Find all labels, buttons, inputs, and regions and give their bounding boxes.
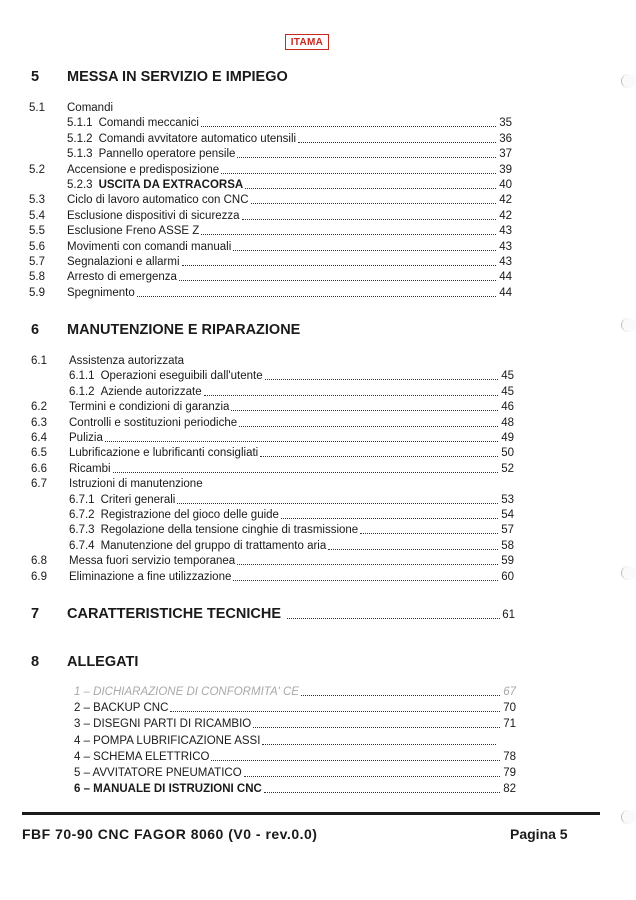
- entry-title: Esclusione Freno ASSE Z: [67, 225, 200, 238]
- page-number: 44: [499, 271, 512, 284]
- entry-title: Lubrificazione e lubrificanti consigliati: [69, 447, 259, 460]
- leader-dots: [105, 431, 498, 442]
- entry-number: 5.2: [29, 163, 45, 176]
- chapter-6-heading: [31, 321, 300, 339]
- page-number: 48: [501, 416, 514, 429]
- toc-entry: [31, 462, 514, 476]
- entry-title: Accensione e predisposizione: [67, 163, 220, 176]
- leader-dots: [237, 554, 498, 565]
- entry-title: Controlli e sostituzioni periodiche: [69, 416, 238, 429]
- page-number: 45: [501, 385, 514, 398]
- page-number: 39: [499, 163, 512, 176]
- entry-number: 6.5: [31, 447, 47, 460]
- chapter-number: 6: [31, 322, 40, 338]
- toc-entry: [67, 147, 512, 161]
- entry-title: Messa fuori servizio temporanea: [69, 555, 236, 568]
- chapter-title: MANUTENZIONE E RIPARAZIONE: [67, 322, 301, 338]
- subsection-number: 6.7.2: [69, 509, 95, 521]
- allegato-entry: [74, 685, 516, 699]
- toc-entry: [31, 446, 514, 460]
- allegato-title: 4 – SCHEMA ELETTRICO: [74, 750, 210, 763]
- page-number: 40: [499, 179, 512, 191]
- toc-entry: [69, 493, 514, 507]
- leader-dots: [201, 116, 496, 127]
- page-number: 79: [503, 767, 516, 779]
- toc-entry: [31, 431, 514, 445]
- entry-title: Assistenza autorizzata: [69, 355, 185, 367]
- allegato-title: 5 – AVVITATORE PNEUMATICO: [74, 767, 242, 779]
- entry-title: Ciclo di lavoro automatico con CNC: [67, 194, 249, 207]
- entry-number: 5.5: [29, 225, 45, 238]
- page-number: 82: [503, 783, 516, 796]
- toc-entry: [31, 354, 514, 368]
- chapter-title: CARATTERISTICHE TECNICHE: [67, 606, 282, 622]
- entry-title: USCITA DA EXTRACORSA: [98, 179, 244, 191]
- allegato-title: 1 – DICHIARAZIONE DI CONFORMITA' CE: [74, 686, 299, 698]
- toc-entry: [29, 240, 512, 254]
- allegato-entry: [74, 766, 516, 780]
- page-number: 35: [499, 117, 512, 130]
- page-number: 67: [503, 686, 516, 698]
- entry-number: 6.2: [31, 401, 47, 414]
- page-number: 43: [499, 240, 512, 253]
- entry-title: Registrazione del gioco delle guide: [100, 509, 279, 521]
- subsection-number: 5.1.1: [67, 117, 93, 130]
- subsection-number: 6.1.2: [69, 385, 95, 398]
- leader-dots: [298, 132, 496, 143]
- chapter-number: 5: [31, 69, 40, 85]
- chapter-8-heading: [31, 653, 138, 671]
- toc-entry: [67, 178, 512, 192]
- page-number: 61: [502, 609, 515, 621]
- itama-logo: ITAMA: [285, 34, 329, 50]
- leader-dots: [177, 493, 498, 504]
- leader-dots: [233, 570, 498, 581]
- toc-entry: [69, 369, 514, 383]
- leader-dots: [260, 446, 498, 457]
- leader-dots: [301, 685, 500, 696]
- allegato-title: 2 – BACKUP CNC: [74, 702, 169, 715]
- subsection-number: 5.1.3: [67, 148, 93, 161]
- page-number: 37: [499, 148, 512, 161]
- page-number: 42: [499, 194, 512, 207]
- leader-dots: [360, 523, 498, 534]
- chapter-number: 8: [31, 654, 40, 670]
- page-number: 58: [501, 539, 514, 552]
- entry-number: 5.3: [29, 194, 45, 207]
- leader-dots: [204, 385, 498, 396]
- binder-hole: [621, 810, 636, 824]
- toc-entry: [29, 270, 512, 284]
- leader-dots: [253, 717, 500, 728]
- page-number: 59: [501, 555, 514, 568]
- entry-number: 6.3: [31, 416, 47, 429]
- subsection-number: 6.1.1: [69, 370, 95, 383]
- allegato-entry: [74, 750, 516, 764]
- entry-number: 5.9: [29, 286, 45, 299]
- page-number: 70: [503, 702, 516, 715]
- toc-entry: [31, 570, 514, 584]
- leader-dots: [201, 224, 496, 235]
- subsection-number: 6.7.3: [69, 524, 95, 537]
- entry-title: Segnalazioni e allarmi: [67, 256, 180, 268]
- toc-entry: [31, 400, 514, 414]
- leader-dots: [264, 782, 500, 793]
- toc-entry: [67, 132, 512, 146]
- leader-dots: [244, 766, 500, 777]
- page-number: 57: [501, 524, 514, 537]
- leader-dots: [231, 400, 498, 411]
- chapter-7-heading: [31, 605, 515, 623]
- leader-dots: [170, 701, 500, 712]
- leader-dots: [251, 193, 496, 204]
- toc-entry: [29, 286, 512, 300]
- entry-title: Aziende autorizzate: [100, 385, 202, 398]
- entry-title: Movimenti con comandi manuali: [67, 240, 232, 253]
- entry-title: Spegnimento: [67, 286, 135, 299]
- subsection-number: 5.1.2: [67, 132, 93, 145]
- page-number: 44: [499, 286, 512, 299]
- leader-dots: [328, 539, 498, 550]
- toc-entry: [31, 416, 514, 430]
- leader-dots: [245, 178, 496, 189]
- binder-hole: [621, 318, 636, 332]
- toc-entry: [69, 539, 514, 553]
- toc-entry: [69, 508, 514, 522]
- page-number: 52: [501, 462, 514, 475]
- entry-number: 5.7: [29, 256, 45, 268]
- entry-number: 6.9: [31, 570, 47, 583]
- leader-dots: [221, 163, 496, 174]
- page-number: 45: [501, 370, 514, 383]
- leader-dots: [262, 734, 496, 745]
- page-number: 53: [501, 493, 514, 506]
- entry-title: Pannello operatore pensile: [98, 148, 236, 161]
- page-number: 60: [501, 570, 514, 583]
- allegato-title: 4 – POMPA LUBRIFICAZIONE ASSI: [74, 734, 261, 747]
- entry-title: Comandi meccanici: [98, 117, 199, 130]
- entry-number: 6.7: [31, 478, 47, 491]
- subsection-number: 6.7.4: [69, 539, 95, 552]
- toc-entry: [29, 224, 512, 238]
- entry-number: 6.8: [31, 555, 47, 568]
- binder-hole: [621, 74, 636, 88]
- footer-rule: [22, 812, 600, 815]
- toc-entry: [29, 193, 512, 207]
- leader-dots: [113, 462, 498, 473]
- page-number: 54: [501, 509, 514, 521]
- page-number: 50: [501, 447, 514, 460]
- page-number: 36: [499, 132, 512, 145]
- toc-entry: [31, 477, 514, 491]
- allegato-title: 3 – DISEGNI PARTI DI RICAMBIO: [74, 718, 252, 731]
- allegato-entry: [74, 701, 516, 715]
- page-number: 42: [499, 209, 512, 222]
- allegato-entry: [74, 734, 498, 748]
- leader-dots: [237, 147, 496, 158]
- entry-title: Criteri generali: [100, 493, 176, 506]
- leader-dots: [287, 605, 500, 619]
- toc-entry: [29, 209, 512, 223]
- subsection-number: 6.7.1: [69, 493, 95, 506]
- entry-number: 6.1: [31, 355, 47, 367]
- allegato-title: 6 – MANUALE DI ISTRUZIONI CNC: [74, 783, 262, 796]
- entry-title: Esclusione dispositivi di sicurezza: [67, 209, 240, 222]
- entry-number: 6.4: [31, 432, 47, 444]
- entry-title: Pulizia: [69, 432, 103, 444]
- page-number: 46: [501, 401, 514, 414]
- toc-entry: [69, 385, 514, 399]
- allegato-entry: [74, 782, 516, 796]
- entry-title: Comandi avvitatore automatico utensili: [98, 132, 297, 145]
- entry-title: Eliminazione a fine utilizzazione: [69, 570, 232, 583]
- entry-title: Istruzioni di manutenzione: [69, 478, 203, 491]
- page-number: 43: [499, 256, 512, 268]
- toc-entry: [29, 163, 512, 177]
- toc-entry: [29, 101, 512, 115]
- chapter-title: MESSA IN SERVIZIO E IMPIEGO: [67, 69, 288, 85]
- leader-dots: [211, 750, 500, 761]
- page-number: 43: [499, 225, 512, 238]
- entry-title: Manutenzione del gruppo di trattamento aria: [100, 539, 327, 552]
- entry-title: Comandi: [67, 102, 114, 114]
- entry-number: 5.1: [29, 102, 45, 114]
- toc-entry: [29, 255, 512, 269]
- entry-title: Regolazione della tensione cinghie di trasmissione: [100, 524, 359, 537]
- leader-dots: [182, 255, 496, 266]
- page-number: 49: [501, 432, 514, 444]
- leader-dots: [265, 369, 498, 380]
- entry-title: Termini e condizioni di garanzia: [69, 401, 230, 414]
- entry-number: 5.6: [29, 240, 45, 253]
- toc-entry: [31, 554, 514, 568]
- chapter-title: ALLEGATI: [67, 654, 139, 670]
- entry-title: Arresto di emergenza: [67, 271, 177, 284]
- entry-number: 5.8: [29, 271, 45, 284]
- toc-entry: [67, 116, 512, 130]
- page-number: 71: [503, 718, 516, 731]
- entry-title: Ricambi: [69, 462, 111, 475]
- entry-number: 6.6: [31, 462, 47, 475]
- leader-dots: [179, 270, 496, 281]
- chapter-number: 7: [31, 606, 40, 622]
- allegato-entry: [74, 717, 516, 731]
- footer-page-label: Pagina 5: [510, 826, 568, 842]
- leader-dots: [242, 209, 496, 220]
- subsection-number: 5.2.3: [67, 179, 93, 191]
- leader-dots: [137, 286, 496, 297]
- chapter-5-heading: [31, 68, 288, 86]
- entry-title: Operazioni eseguibili dall'utente: [100, 370, 263, 383]
- entry-number: 5.4: [29, 209, 45, 222]
- leader-dots: [281, 508, 498, 519]
- leader-dots: [233, 240, 496, 251]
- footer-document-title: FBF 70-90 CNC FAGOR 8060 (V0 - rev.0.0): [22, 826, 318, 842]
- binder-hole: [621, 566, 636, 580]
- page-number: 78: [503, 750, 516, 763]
- leader-dots: [239, 416, 498, 427]
- toc-entry: [69, 523, 514, 537]
